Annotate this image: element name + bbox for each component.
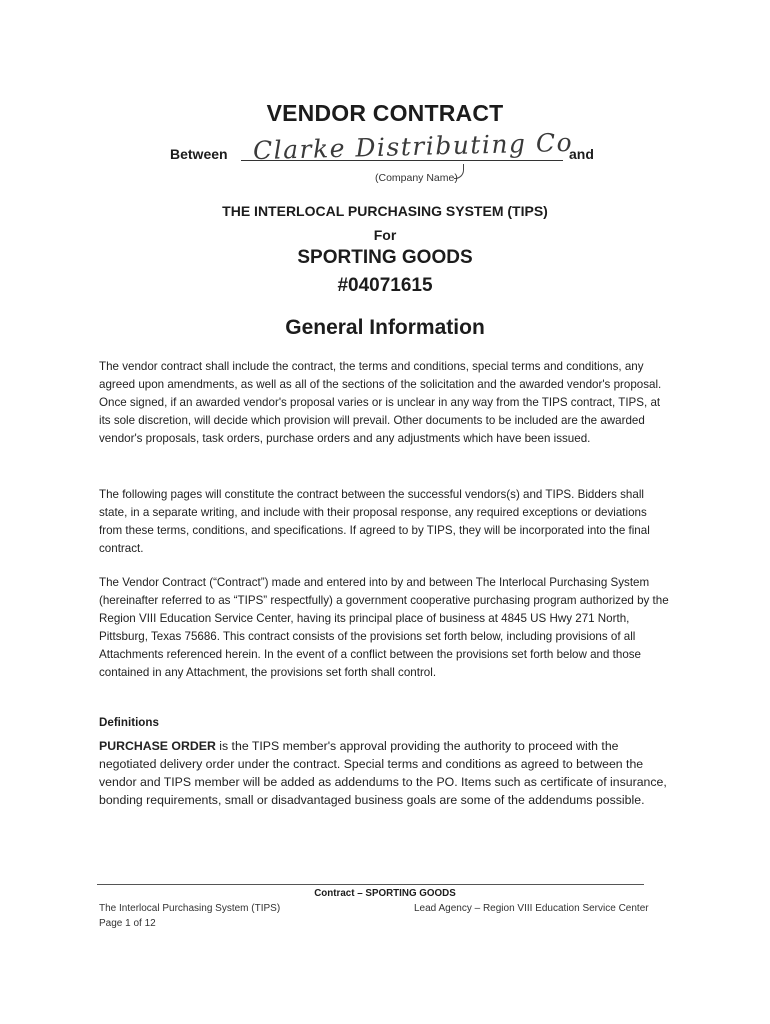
party-line xyxy=(0,127,770,188)
definition-purchase-order xyxy=(99,737,674,809)
document-title: VENDOR CONTRACT xyxy=(266,100,504,126)
definition-term: PURCHASE ORDER xyxy=(99,739,216,753)
organization-name: THE INTERLOCAL PURCHASING SYSTEM (TIPS) xyxy=(222,203,548,219)
company-handwritten-name: Clarke Distributing Co xyxy=(252,127,574,166)
contract-number: #04071615 xyxy=(337,275,433,296)
paragraph-vendor-contract: The Vendor Contract (“Contract”) made and entered into by and between The Interlocal Purchasing System (hereinafter referred to as “TIPS” respectfully) a government cooperative purchasing program authorized by the Region VIII Education Service Center, having its principal place of business at 4845 US Hwy 271 North, Pittsburg, Texas 75686. This contract consists of the provisions set forth below, including provisions of all Attachments referenced herein. In the event of a conflict between the provisions set forth below and those contained in any Attachment, the provisions set forth shall control. xyxy=(99,576,669,679)
footer-lead-agency: Lead Agency – Region VIII Education Service Center xyxy=(414,903,649,914)
contract-category: SPORTING GOODS xyxy=(297,247,473,268)
paragraph-contract-pages: The following pages will constitute the contract between the successful vendors(s) and TIPS. Bidders shall state, in a separate writing, and include with their proposal response, any required exceptions or deviations from these terms, conditions, and specifications. If agreed to by TIPS, they will be incorporated into the final contract. xyxy=(99,488,650,555)
footer-contract-title: Contract – SPORTING GOODS xyxy=(314,888,456,899)
between-label: Between xyxy=(170,146,228,162)
and-label: and xyxy=(569,146,594,162)
footer-divider xyxy=(97,884,644,885)
section-heading: General Information xyxy=(285,316,485,339)
for-label: For xyxy=(373,227,397,243)
company-name-caption: (Company Name) xyxy=(375,172,458,184)
footer-organization: The Interlocal Purchasing System (TIPS) xyxy=(99,903,281,914)
definitions-heading: Definitions xyxy=(99,716,159,729)
page-number: Page 1 of 12 xyxy=(99,918,156,929)
definition-text: is the TIPS member's approval providing the authority to proceed with the negotiated delivery order under the contract. Special terms and conditions as agreed to between the vendor and TIPS member will be added as addendums to the PO. Items such as certificate of insurance, bonding requirements, small or disadvantaged business goals are some of the addendums possible. xyxy=(99,739,667,807)
paragraph-contract-scope: The vendor contract shall include the contract, the terms and conditions, special terms and conditions, any agreed upon amendments, as well as all of the sections of the solicitation and the awarded vendor's proposal. Once signed, if an awarded vendor's proposal varies or is unclear in any way from the TIPS contract, TIPS, at its sole discretion, will decide which provision will prevail. Other documents to be included are the awarded vendor's proposals, task orders, purchase orders and any adjustments which have been issued. xyxy=(99,360,662,445)
